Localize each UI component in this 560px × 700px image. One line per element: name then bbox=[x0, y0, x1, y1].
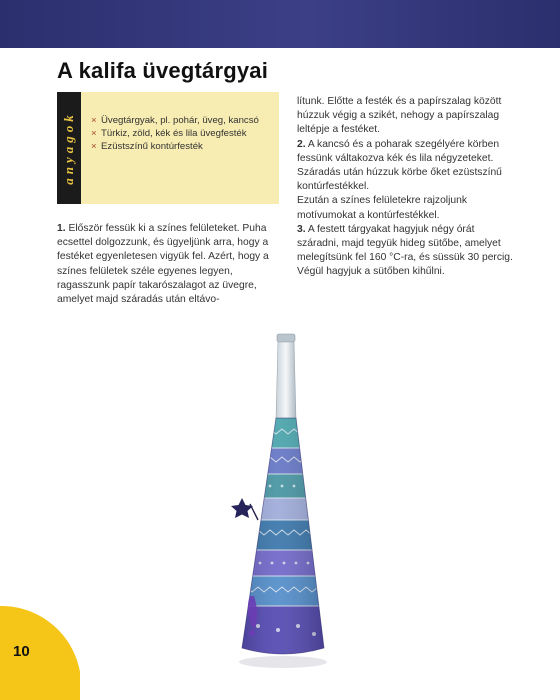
bottle-photo bbox=[228, 330, 338, 670]
page-number: 10 bbox=[13, 643, 30, 660]
top-color-band bbox=[0, 0, 560, 48]
page-number-corner bbox=[0, 606, 80, 700]
materials-item bbox=[91, 114, 273, 127]
materials-item-text: Türkiz, zöld, kék és lila üvegfesték bbox=[101, 128, 247, 139]
step-1-paragraph bbox=[57, 222, 280, 307]
bullet-icon: × bbox=[91, 141, 97, 152]
bullet-icon: × bbox=[91, 115, 97, 126]
step-2-text: A kancsó és a poharak szegélyére körben fessünk váltakozva kék és lila négyzeteket. bbox=[297, 138, 500, 164]
step-3-paragraph bbox=[297, 223, 513, 266]
materials-tab-label: anyagok bbox=[61, 111, 76, 185]
step-1-text: Először fessük ki a színes felületeket. Puha ecsettel dolgozzunk, és ügyeljünk arra, hogy a festéket egyenletesen vigyük fel. Azért, hogy a színes felületek széle egyenes legyen, ragasszunk papír takarószalagot az üvegre, amelyet majd száradás után eltávo- bbox=[57, 223, 269, 306]
right-text-column bbox=[297, 95, 513, 280]
continuation-paragraph: lítunk. Előtte a festék és a papírszalag között húzzuk végig a szikét, nehogy a papírszalag leltépje a festéket. bbox=[297, 96, 502, 136]
step-3-text: A festett tárgyakat hagyjuk négy órát száradni, majd tegyük hideg sütőbe, amelyet melegítsünk fel 160 °C-ra, és süssük 30 percig. bbox=[297, 223, 513, 264]
left-text-column bbox=[57, 222, 280, 307]
materials-item-text: Üvegtárgyak, pl. pohár, üveg, kancsó bbox=[101, 115, 259, 126]
step-3-number: 3. bbox=[297, 223, 306, 235]
page-title: A kalifa üvegtárgyai bbox=[57, 58, 269, 83]
final-paragraph: Végül hagyjuk a sütőben kihűlni. bbox=[297, 266, 445, 278]
motifs-paragraph: Ezután a színes felületekre rajzoljunk motívumokat a kontúrfestékkel. bbox=[297, 195, 467, 221]
materials-item bbox=[91, 140, 273, 153]
step-1-number: 1. bbox=[57, 223, 66, 234]
materials-item bbox=[91, 127, 273, 140]
bullet-icon: × bbox=[91, 128, 97, 139]
materials-list bbox=[91, 114, 273, 153]
materials-item-text: Ezüstszínű kontúrfesték bbox=[101, 141, 203, 152]
materials-tab bbox=[57, 92, 81, 204]
materials-box bbox=[57, 92, 279, 204]
drying-paragraph: Száradás után húzzuk körbe őket ezüstszínű kontúrfestékkel. bbox=[297, 167, 502, 193]
step-2-number: 2. bbox=[297, 138, 306, 150]
step-2-paragraph bbox=[297, 138, 513, 166]
